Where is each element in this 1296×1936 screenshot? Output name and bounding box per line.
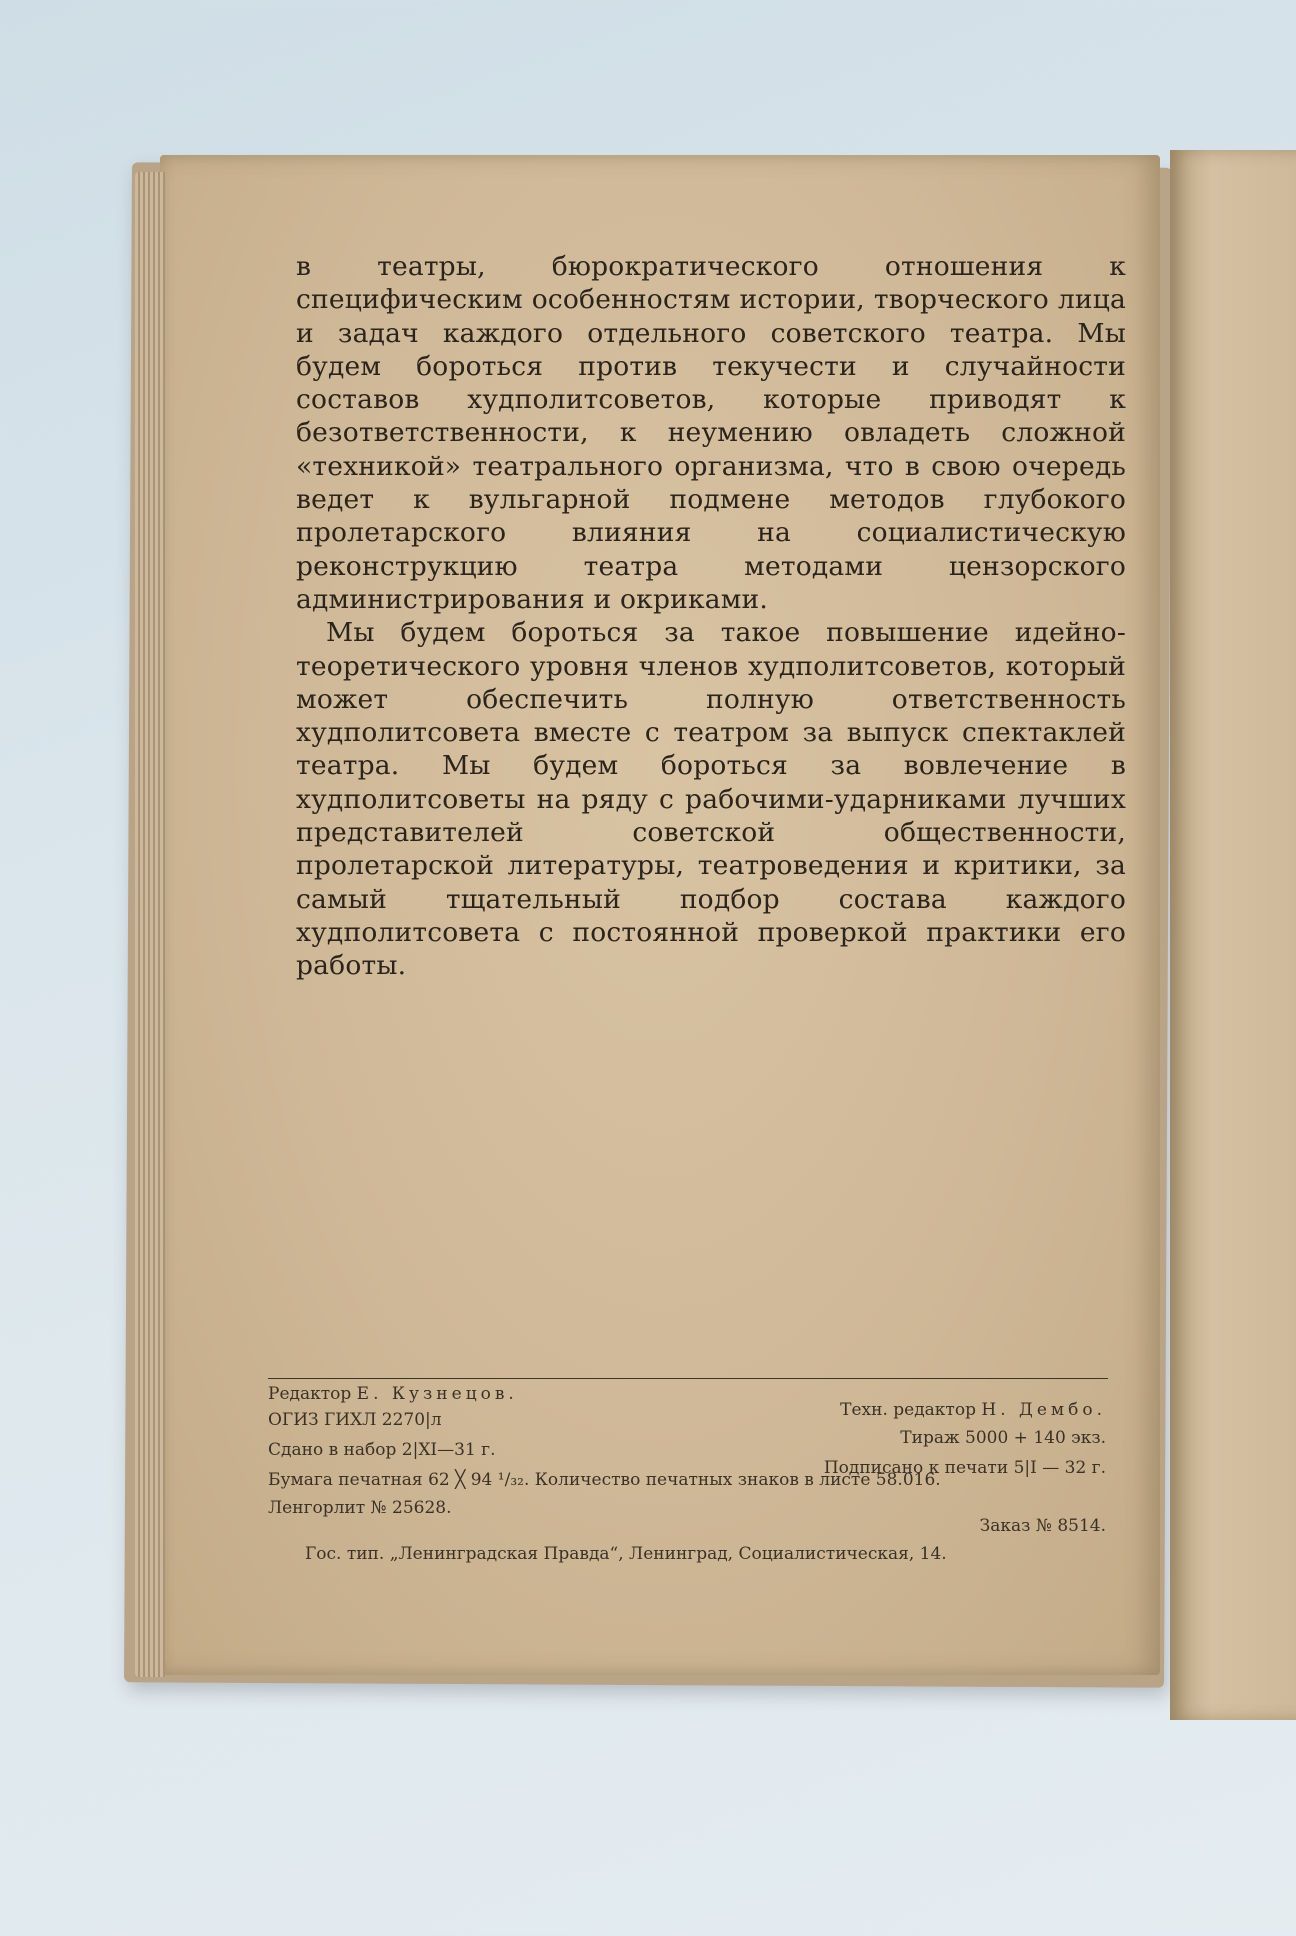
tech-editor-label: Техн. редактор (840, 1400, 976, 1420)
submitted-date: Сдано в набор 2|XI—31 г. (268, 1440, 496, 1460)
body-text (296, 250, 1126, 983)
paragraph-1: в театры, бюрократического отношения к специфическим особенностям истории, творческого лица и задач каждого отдельного советского театра. Мы будем бороться против текучести и случайности составов худполитсоветов, которые приводят к безответственности, к неумению овладеть сложной «техникой» театрального организма, что в свою очередь ведет к вульгарной подмене методов глубокого пролетарского влияния на социалистическую реконструкцию театра методами цензорского администрирования и окриками. (296, 251, 1126, 615)
print-run: Тираж 5000 + 140 экз. (900, 1428, 1106, 1448)
editor-line (268, 1384, 518, 1404)
editor-name: Е. Кузнецов. (356, 1384, 518, 1404)
printing-house: Гос. тип. „Ленинградская Правда“, Ленинград, Социалистическая, 14. (305, 1544, 947, 1564)
paragraph-2: Мы будем бороться за такое повышение идейно-теоретического уровня членов худполитсоветов, который может обеспечить полную ответственность худполитсовета вместе с театром за выпуск спектаклей театра. Мы будем бороться за вовлечение в худполитсоветы на ряду с рабочими-ударниками лучших представителей советской общественности, пролетарской литературы, театроведения и критики, за самый тщательный подбор состава каждого худполитсовета с постоянной проверкой практики его работы. (296, 617, 1126, 982)
publisher-code: ОГИЗ ГИХЛ 2270|л (268, 1410, 442, 1430)
editor-label: Редактор (268, 1384, 352, 1404)
facing-page-edge (1170, 150, 1296, 1720)
imprint-divider (268, 1378, 1108, 1379)
signed-date: Подписано к печати 5|I — 32 г. (823, 1458, 1106, 1478)
tech-editor-name: Н. Дембо. (981, 1400, 1106, 1420)
tech-editor-line (840, 1400, 1106, 1420)
paper-line: Бумага печатная 62 ╳ 94 ¹/₃₂. Количество печатных знаков в листе 58.016. (268, 1470, 941, 1490)
page-edges (135, 172, 165, 1677)
lengorlit-number: Ленгорлит № 25628. (268, 1498, 452, 1518)
order-number: Заказ № 8514. (979, 1516, 1106, 1536)
